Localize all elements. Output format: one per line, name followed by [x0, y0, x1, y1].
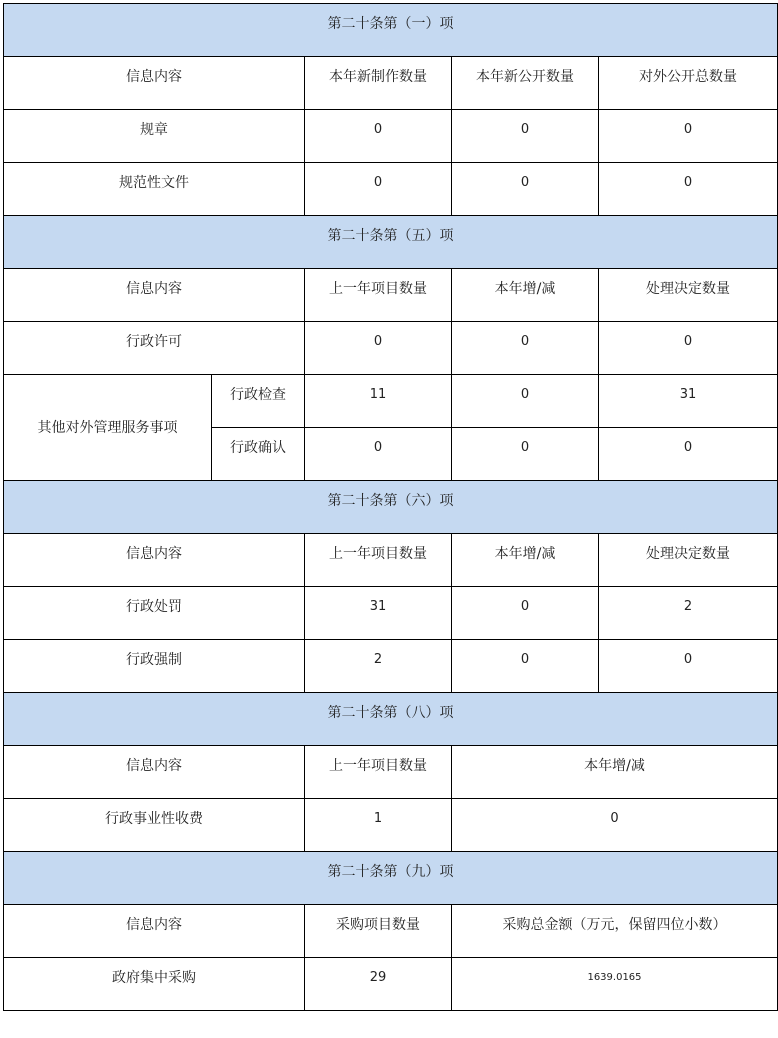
header-new-published-count: 本年新公开数量: [452, 57, 599, 110]
header-year-change: 本年增/减: [452, 746, 778, 799]
cell-value: 0: [452, 640, 599, 693]
header-decision-count: 处理决定数量: [599, 269, 778, 322]
header-new-made-count: 本年新制作数量: [305, 57, 452, 110]
row-label: 行政强制: [4, 640, 305, 693]
cell-value: 0: [305, 428, 452, 481]
section-header-row: [4, 216, 778, 269]
header-info-content: 信息内容: [4, 269, 305, 322]
table-row: [4, 640, 778, 693]
table-row: [4, 958, 778, 1011]
header-year-change: 本年增/减: [452, 534, 599, 587]
cell-value: 0: [452, 799, 778, 852]
cell-value: 0: [452, 110, 599, 163]
section-title: 第二十条第（一）项: [4, 4, 778, 57]
section-title: 第二十条第（五）项: [4, 216, 778, 269]
cell-value: 31: [599, 375, 778, 428]
column-header-row: [4, 534, 778, 587]
cell-value: 0: [599, 163, 778, 216]
header-decision-count: 处理决定数量: [599, 534, 778, 587]
column-header-row: [4, 57, 778, 110]
cell-value: 31: [305, 587, 452, 640]
section-header-row: [4, 693, 778, 746]
table-row: [4, 799, 778, 852]
row-label: 行政许可: [4, 322, 305, 375]
cell-value: 1: [305, 799, 452, 852]
cell-value: 0: [452, 163, 599, 216]
row-label: 行政确认: [212, 428, 305, 481]
cell-value: 11: [305, 375, 452, 428]
cell-value: 29: [305, 958, 452, 1011]
cell-value: 0: [599, 110, 778, 163]
row-label: 政府集中采购: [4, 958, 305, 1011]
cell-value: 2: [305, 640, 452, 693]
cell-value: 2: [599, 587, 778, 640]
table-row: [4, 163, 778, 216]
header-previous-year-count: 上一年项目数量: [305, 534, 452, 587]
cell-value: 0: [452, 375, 599, 428]
header-year-change: 本年增/减: [452, 269, 599, 322]
cell-value: 0: [599, 322, 778, 375]
header-previous-year-count: 上一年项目数量: [305, 269, 452, 322]
group-label: 其他对外管理服务事项: [4, 375, 212, 481]
cell-value: 0: [305, 163, 452, 216]
header-info-content: 信息内容: [4, 746, 305, 799]
table-row: [4, 587, 778, 640]
cell-value: 0: [599, 428, 778, 481]
table-row: [4, 322, 778, 375]
section-title: 第二十条第（六）项: [4, 481, 778, 534]
column-header-row: [4, 746, 778, 799]
table-row: [4, 375, 778, 428]
disclosure-table: [3, 3, 778, 1011]
cell-value: 0: [305, 110, 452, 163]
row-label: 行政事业性收费: [4, 799, 305, 852]
column-header-row: [4, 269, 778, 322]
row-label: 规章: [4, 110, 305, 163]
section-title: 第二十条第（八）项: [4, 693, 778, 746]
section-title: 第二十条第（九）项: [4, 852, 778, 905]
header-info-content: 信息内容: [4, 534, 305, 587]
cell-value: 0: [599, 640, 778, 693]
table-row: [4, 110, 778, 163]
cell-value: 1639.0165: [452, 958, 778, 1011]
cell-value: 0: [452, 322, 599, 375]
row-label: 行政处罚: [4, 587, 305, 640]
cell-value: 0: [452, 428, 599, 481]
section-header-row: [4, 4, 778, 57]
cell-value: 0: [452, 587, 599, 640]
column-header-row: [4, 905, 778, 958]
header-info-content: 信息内容: [4, 57, 305, 110]
cell-value: 0: [305, 322, 452, 375]
header-procurement-amount: 采购总金额（万元，保留四位小数）: [452, 905, 778, 958]
section-header-row: [4, 481, 778, 534]
header-info-content: 信息内容: [4, 905, 305, 958]
section-header-row: [4, 852, 778, 905]
row-label: 行政检查: [212, 375, 305, 428]
row-label: 规范性文件: [4, 163, 305, 216]
header-total-published-count: 对外公开总数量: [599, 57, 778, 110]
header-procurement-count: 采购项目数量: [305, 905, 452, 958]
header-previous-year-count: 上一年项目数量: [305, 746, 452, 799]
